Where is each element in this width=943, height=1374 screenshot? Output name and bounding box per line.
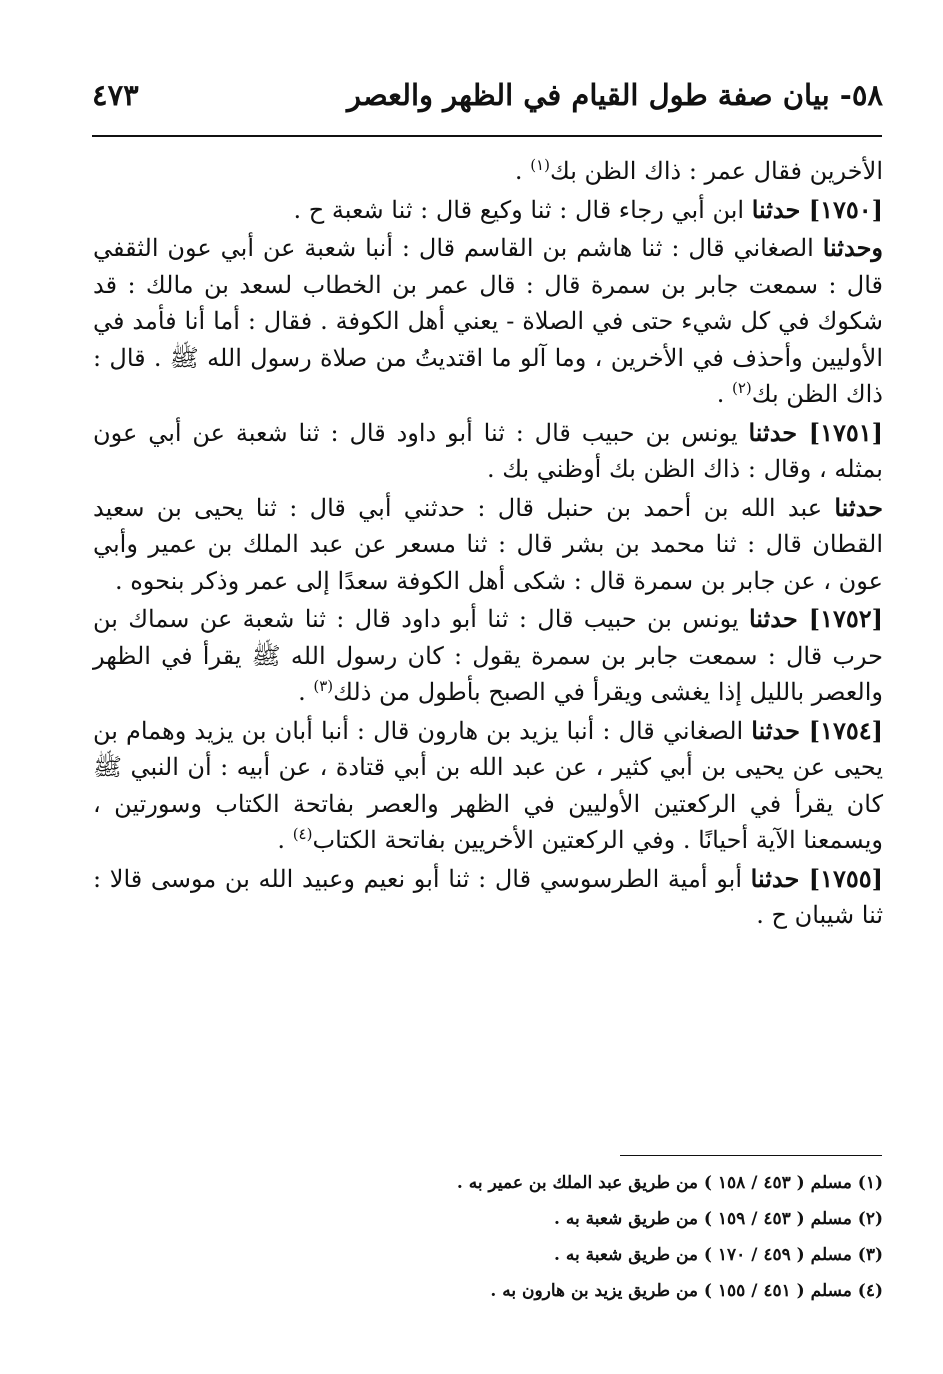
hadith-number: [١٧٥٤] — [808, 715, 883, 745]
paragraph-end: . — [298, 678, 314, 706]
paragraph-text: أبو أمية الطرسوسي قال : ثنا أبو نعيم وعبيد الله بن موسى قالا : ثنا شيبان ح . — [93, 864, 883, 929]
footnotes — [93, 1165, 883, 1309]
page-number: ٤٧٣ — [92, 78, 139, 112]
narration-lead: حدثنا — [748, 417, 809, 447]
paragraph — [93, 713, 883, 859]
paragraph — [93, 861, 883, 934]
paragraph-text: الصغاني قال : أنبا يزيد بن هارون قال : أنبا أبان بن يزيد وهمام بن يحيى عن يحيى بن أبي كثير ، عن عبد الله بن أبي قتادة ، عن أبيه : أن النبي ﷺ كان يقرأ في الركعتين الأوليين في الظهر والعصر بفاتحة الكتاب وسورتين ، ويسمعنا الآية أحيانًا . وفي الركعتين الأخريين بفاتحة الكتاب — [93, 716, 883, 854]
chapter-title: ٥٨- بيان صفة طول القيام في الظهر والعصر — [346, 78, 883, 112]
footnote-separator — [620, 1155, 882, 1156]
paragraph — [93, 230, 883, 413]
paragraph — [93, 192, 883, 229]
narration-lead: حدثنا — [751, 715, 809, 745]
narration-lead: وحدثنا — [822, 233, 883, 262]
paragraph-text: الأخرين فقال عمر : ذاك الظن بك — [549, 157, 883, 185]
paragraph-text: عبد الله بن أحمد بن حنبل قال : حدثني أبي قال : ثنا يحيى بن سعيد القطان قال : ثنا محمد بن بشر قال : ثنا مسعر عن عبد الملك بن عمير وأبي عون ، عن جابر بن سمرة قال : شكى أهل الكوفة سعدًا إلى عمر وذكر بنحوه . — [93, 493, 883, 595]
paragraph — [93, 490, 883, 600]
footnote-ref: (٤) — [292, 825, 313, 843]
hadith-number: [١٧٥١] — [808, 417, 883, 447]
running-header — [92, 78, 883, 128]
narration-lead: حدثنا — [834, 492, 883, 522]
narration-lead: حدثنا — [748, 604, 809, 633]
hadith-text-block — [93, 153, 883, 934]
header-rule — [92, 135, 882, 137]
footnote: (٤) مسلم ( ٤٥١ / ١٥٥ ) من طريق يزيد بن هارون به . — [490, 1281, 883, 1301]
paragraph-text: يونس بن حبيب قال : ثنا أبو داود قال : ثنا شعبة عن أبي عون بمثله ، وقال : ذاك الظن بك أوظني بك . — [93, 418, 883, 483]
narration-lead: حدثنا — [750, 863, 809, 893]
paragraph-text: ابن أبي رجاء قال : ثنا وكيع قال : ثنا شعبة ح . — [293, 195, 752, 224]
narration-lead: حدثنا — [751, 194, 809, 224]
footnote-ref: (٢) — [731, 379, 752, 397]
footnote: (٣) مسلم ( ٤٥٩ / ١٧٠ ) من طريق شعبة به . — [554, 1245, 883, 1265]
hadith-number: [١٧٥٠] — [808, 194, 883, 224]
hadith-number: [١٧٥٢] — [808, 604, 883, 633]
footnote-ref: (٣) — [313, 677, 334, 695]
footnote: (٢) مسلم ( ٤٥٣ / ١٥٩ ) من طريق شعبة به . — [554, 1209, 883, 1229]
paragraph-end: . — [716, 380, 732, 408]
paragraph — [93, 415, 883, 488]
paragraph-text: يونس بن حبيب قال : ثنا أبو داود قال : ثنا شعبة عن سماك بن حرب قال : سمعت جابر بن سمرة يقول : كان رسول الله ﷺ يقرأ في الظهر والعصر بالليل إذا يغشى ويقرأ في الصبح بأطول من ذلك — [93, 605, 883, 706]
paragraph — [93, 153, 883, 190]
paragraph-end: . — [514, 157, 531, 185]
footnote-ref: (١) — [530, 156, 550, 174]
paragraph — [93, 601, 883, 711]
paragraph-text: الصغاني قال : ثنا هاشم بن القاسم قال : أنبا شعبة عن أبي عون الثقفي قال : سمعت جابر بن سمرة قال : قال عمر بن الخطاب لسعد بن مالك : قد شكوك في كل شيء حتى في الصلاة - يعني أهل الكوفة . فقال : أما أنا فأمد في الأوليين وأحذف في الأخرين ، وما آلو ما اقتديتُ من صلاة رسول الله ﷺ . قال : ذاك الظن بك — [93, 234, 883, 408]
footnote: (١) مسلم ( ٤٥٣ / ١٥٨ ) من طريق عبد الملك بن عمير به . — [456, 1173, 883, 1193]
paragraph-end: . — [277, 826, 293, 854]
hadith-number: [١٧٥٥] — [808, 863, 883, 893]
